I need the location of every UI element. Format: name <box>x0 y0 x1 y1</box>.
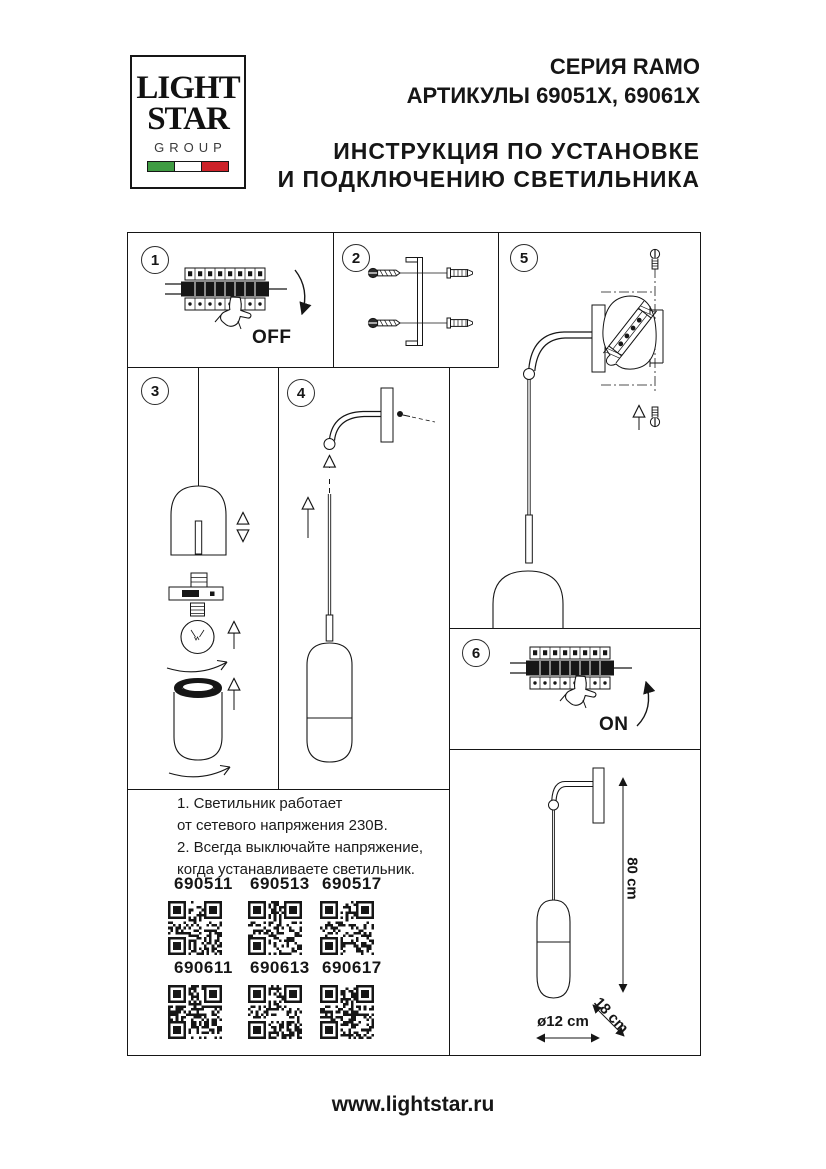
website-url: www.lightstar.ru <box>331 1093 495 1116</box>
step-number-6: 6 <box>462 639 490 667</box>
qr-code <box>248 985 302 1039</box>
step5-wall-mount-drawing <box>493 249 663 628</box>
instruction-title-line1: ИНСТРУКЦИЯ ПО УСТАНОВКЕ <box>333 138 700 164</box>
article-number: 690513 <box>250 874 310 893</box>
flag-green-stripe <box>148 162 174 171</box>
note-line-3: 2. Всегда выключайте напряжение, <box>177 839 424 856</box>
logo-word-group: GROUP <box>154 139 227 155</box>
instruction-title <box>278 137 700 193</box>
on-label: ON <box>599 714 629 735</box>
step3-shade-assembly-drawing <box>167 368 243 777</box>
instruction-title-line2: И ПОДКЛЮЧЕНИЮ СВЕТИЛЬНИКА <box>277 166 700 192</box>
step-number-1: 1 <box>141 246 169 274</box>
note-line-4: когда устанавливаете светильник. <box>177 861 415 878</box>
qr-code <box>168 901 222 955</box>
article-number: 690517 <box>322 874 382 893</box>
italian-flag-icon <box>147 161 229 172</box>
step2-mounting-hardware-drawing <box>368 258 472 346</box>
logo-word-star: STAR <box>147 100 229 137</box>
flag-red-stripe <box>202 162 228 171</box>
safety-notes <box>177 793 447 881</box>
depth-dimension-label: 18 cm <box>590 994 632 1037</box>
qr-code <box>320 901 374 955</box>
series-title: СЕРИЯ RAMO <box>549 54 700 79</box>
article-number: 690617 <box>322 958 382 977</box>
logo-word-light: LIGHT <box>136 69 240 106</box>
note-line-1: 1. Светильник работает <box>177 795 343 812</box>
qr-code <box>248 901 302 955</box>
article-number: 690611 <box>174 958 233 977</box>
step-number-5: 5 <box>510 244 538 272</box>
qr-code <box>320 985 374 1039</box>
article-number: 690613 <box>250 958 310 977</box>
article-number: 690511 <box>174 874 233 893</box>
step4-hang-shade-drawing <box>307 388 435 762</box>
dimensions-drawing <box>537 768 624 1038</box>
off-label: OFF <box>252 327 292 348</box>
qr-code <box>168 985 222 1039</box>
step-number-2: 2 <box>342 244 370 272</box>
flag-white-stripe <box>174 162 202 171</box>
articles-title: АРТИКУЛЫ 69051X, 69061X <box>406 83 700 108</box>
height-dimension-label: 80 cm <box>623 857 641 900</box>
note-line-2: от сетевого напряжения 230В. <box>177 817 388 834</box>
step-number-3: 3 <box>141 377 169 405</box>
step-number-4: 4 <box>287 379 315 407</box>
lightstar-logo <box>130 55 246 189</box>
header-text-block <box>278 54 700 193</box>
diameter-dimension-label: ø12 cm <box>537 1013 589 1030</box>
step1-breaker-off-drawing <box>165 268 305 329</box>
